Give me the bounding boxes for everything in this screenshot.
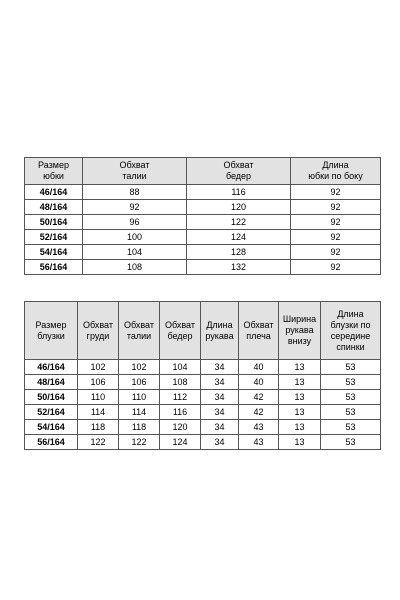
skirt-hips-cell: 132	[187, 260, 291, 275]
blouse-hips-cell: 124	[160, 435, 201, 450]
table-row	[25, 435, 381, 450]
blouse-shoulder-cell: 42	[239, 405, 279, 420]
blouse-hips-cell: 112	[160, 390, 201, 405]
skirt-waist-cell: 100	[83, 230, 187, 245]
blouse-back-length-cell: 53	[321, 390, 381, 405]
table-row	[25, 200, 381, 215]
skirt-length-cell: 92	[291, 185, 381, 200]
skirt-header-side-length: Длина юбки по боку	[291, 158, 381, 185]
table-row	[25, 230, 381, 245]
blouse-size-cell: 48/164	[25, 375, 78, 390]
skirt-size-cell: 52/164	[25, 230, 83, 245]
skirt-hips-cell: 128	[187, 245, 291, 260]
table-row	[25, 375, 381, 390]
blouse-back-length-cell: 53	[321, 405, 381, 420]
table-row	[25, 185, 381, 200]
skirt-length-cell: 92	[291, 215, 381, 230]
blouse-waist-cell: 114	[119, 405, 160, 420]
table-row	[25, 360, 381, 375]
skirt-size-cell: 56/164	[25, 260, 83, 275]
blouse-hips-cell: 108	[160, 375, 201, 390]
blouse-shoulder-cell: 42	[239, 390, 279, 405]
skirt-header-waist: Обхват талии	[83, 158, 187, 185]
blouse-sleeve-width-cell: 13	[279, 360, 321, 375]
skirt-length-cell: 92	[291, 260, 381, 275]
blouse-back-length-cell: 53	[321, 420, 381, 435]
skirt-header-size: Размер юбки	[25, 158, 83, 185]
blouse-sleeve-length-cell: 34	[201, 405, 239, 420]
blouse-header-shoulder: Обхват плеча	[239, 302, 279, 360]
blouse-header-sleeve-length: Длина рукава	[201, 302, 239, 360]
blouse-chest-cell: 118	[78, 420, 119, 435]
table-row	[25, 260, 381, 275]
blouse-sleeve-width-cell: 13	[279, 390, 321, 405]
skirt-size-cell: 54/164	[25, 245, 83, 260]
skirt-hips-cell: 120	[187, 200, 291, 215]
blouse-sleeve-length-cell: 34	[201, 390, 239, 405]
blouse-chest-cell: 106	[78, 375, 119, 390]
blouse-shoulder-cell: 43	[239, 420, 279, 435]
blouse-sleeve-width-cell: 13	[279, 435, 321, 450]
blouse-size-cell: 56/164	[25, 435, 78, 450]
blouse-shoulder-cell: 43	[239, 435, 279, 450]
blouse-header-chest: Обхват груди	[78, 302, 119, 360]
blouse-shoulder-cell: 40	[239, 360, 279, 375]
skirt-hips-cell: 116	[187, 185, 291, 200]
skirt-size-table	[24, 157, 381, 275]
blouse-size-cell: 50/164	[25, 390, 78, 405]
skirt-hips-cell: 124	[187, 230, 291, 245]
table-row	[25, 420, 381, 435]
blouse-waist-cell: 106	[119, 375, 160, 390]
skirt-waist-cell: 108	[83, 260, 187, 275]
skirt-length-cell: 92	[291, 230, 381, 245]
blouse-back-length-cell: 53	[321, 435, 381, 450]
skirt-hips-cell: 122	[187, 215, 291, 230]
blouse-waist-cell: 118	[119, 420, 160, 435]
blouse-hips-cell: 116	[160, 405, 201, 420]
blouse-back-length-cell: 53	[321, 360, 381, 375]
skirt-length-cell: 92	[291, 200, 381, 215]
blouse-header-back-length: Длина блузки по середине спинки	[321, 302, 381, 360]
blouse-size-cell: 46/164	[25, 360, 78, 375]
skirt-header-hips: Обхват бедер	[187, 158, 291, 185]
blouse-waist-cell: 110	[119, 390, 160, 405]
blouse-table-header-row	[25, 302, 381, 360]
skirt-size-cell: 48/164	[25, 200, 83, 215]
table-row	[25, 215, 381, 230]
blouse-header-sleeve-width: Ширина рукава внизу	[279, 302, 321, 360]
blouse-chest-cell: 114	[78, 405, 119, 420]
blouse-header-waist: Обхват талии	[119, 302, 160, 360]
blouse-chest-cell: 110	[78, 390, 119, 405]
skirt-length-cell: 92	[291, 245, 381, 260]
blouse-hips-cell: 104	[160, 360, 201, 375]
blouse-chest-cell: 122	[78, 435, 119, 450]
skirt-waist-cell: 96	[83, 215, 187, 230]
skirt-table-header-row	[25, 158, 381, 185]
table-row	[25, 405, 381, 420]
blouse-sleeve-length-cell: 34	[201, 375, 239, 390]
blouse-waist-cell: 122	[119, 435, 160, 450]
blouse-sleeve-width-cell: 13	[279, 405, 321, 420]
skirt-waist-cell: 88	[83, 185, 187, 200]
blouse-hips-cell: 120	[160, 420, 201, 435]
skirt-size-cell: 50/164	[25, 215, 83, 230]
blouse-header-hips: Обхват бедер	[160, 302, 201, 360]
blouse-sleeve-length-cell: 34	[201, 435, 239, 450]
blouse-sleeve-width-cell: 13	[279, 420, 321, 435]
blouse-sleeve-width-cell: 13	[279, 375, 321, 390]
table-row	[25, 390, 381, 405]
blouse-sleeve-length-cell: 34	[201, 360, 239, 375]
skirt-waist-cell: 104	[83, 245, 187, 260]
blouse-back-length-cell: 53	[321, 375, 381, 390]
table-row	[25, 245, 381, 260]
blouse-shoulder-cell: 40	[239, 375, 279, 390]
blouse-sleeve-length-cell: 34	[201, 420, 239, 435]
blouse-header-size: Размер блузки	[25, 302, 78, 360]
skirt-waist-cell: 92	[83, 200, 187, 215]
blouse-chest-cell: 102	[78, 360, 119, 375]
skirt-size-cell: 46/164	[25, 185, 83, 200]
blouse-size-table	[24, 301, 381, 450]
blouse-size-cell: 52/164	[25, 405, 78, 420]
blouse-waist-cell: 102	[119, 360, 160, 375]
blouse-size-cell: 54/164	[25, 420, 78, 435]
